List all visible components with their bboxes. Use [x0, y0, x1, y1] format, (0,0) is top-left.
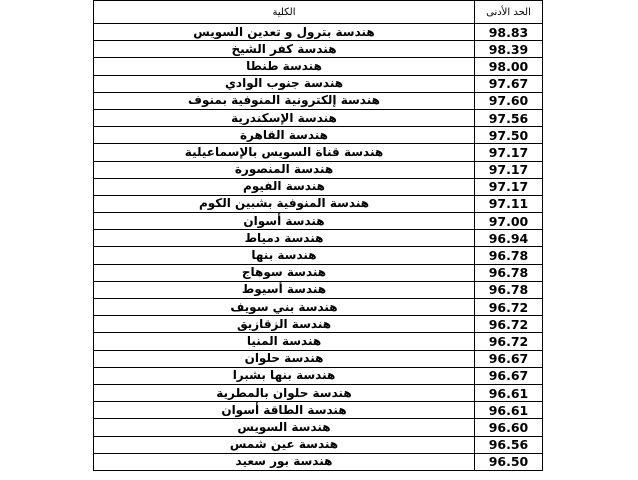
minimum-score-cell: 97.11 — [475, 195, 543, 212]
faculty-name-cell: هندسة بني سويف — [94, 299, 475, 316]
table-row — [94, 350, 543, 367]
faculty-name-cell: هندسة بترول و تعدين السويس — [94, 24, 475, 41]
minimum-score-cell: 96.61 — [475, 402, 543, 419]
minimum-score-cell: 97.17 — [475, 178, 543, 195]
faculty-name-cell: هندسة الطاقة أسوان — [94, 402, 475, 419]
table-row — [94, 195, 543, 212]
minimum-score-cell: 97.67 — [475, 75, 543, 92]
minimum-score-cell: 96.60 — [475, 419, 543, 436]
table-row — [94, 453, 543, 470]
faculty-name-cell: هندسة الإسكندرية — [94, 109, 475, 126]
header-faculty: الكلية — [94, 1, 475, 24]
minimum-score-cell: 97.60 — [475, 92, 543, 109]
table-row — [94, 333, 543, 350]
faculty-name-cell: هندسة قناة السويس بالإسماعيلية — [94, 144, 475, 161]
table-row — [94, 299, 543, 316]
faculty-name-cell: هندسة الفيوم — [94, 178, 475, 195]
minimum-score-cell: 96.61 — [475, 384, 543, 401]
faculty-name-cell: هندسة السويس — [94, 419, 475, 436]
table-row — [94, 264, 543, 281]
minimum-score-cell: 98.83 — [475, 24, 543, 41]
faculty-name-cell: هندسة كفر الشيخ — [94, 41, 475, 58]
minimum-score-cell: 96.78 — [475, 247, 543, 264]
table-row — [94, 92, 543, 109]
faculty-name-cell: هندسة المنوفية بشبين الكوم — [94, 195, 475, 212]
minimum-score-cell: 96.72 — [475, 316, 543, 333]
minimum-score-cell: 97.56 — [475, 109, 543, 126]
table-body — [94, 24, 543, 471]
table-row — [94, 127, 543, 144]
table-row — [94, 281, 543, 298]
minimum-score-cell: 96.67 — [475, 367, 543, 384]
minimum-score-cell: 96.78 — [475, 281, 543, 298]
faculty-name-cell: هندسة أسوان — [94, 213, 475, 230]
table-row — [94, 230, 543, 247]
faculty-name-cell: هندسة المنصورة — [94, 161, 475, 178]
table-row — [94, 402, 543, 419]
minimum-score-cell: 98.00 — [475, 58, 543, 75]
minimum-score-cell: 96.56 — [475, 436, 543, 453]
table-row — [94, 367, 543, 384]
faculty-name-cell: هندسة القاهرة — [94, 127, 475, 144]
minimum-score-cell: 96.72 — [475, 333, 543, 350]
minimum-score-cell: 97.50 — [475, 127, 543, 144]
faculty-name-cell: هندسة سوهاج — [94, 264, 475, 281]
faculty-name-cell: هندسة بنها بشبرا — [94, 367, 475, 384]
minimum-score-cell: 96.50 — [475, 453, 543, 470]
faculty-name-cell: هندسة إلكترونية المنوفية بمنوف — [94, 92, 475, 109]
minimum-score-cell: 97.17 — [475, 161, 543, 178]
minimum-score-cell: 97.00 — [475, 213, 543, 230]
faculty-name-cell: هندسة أسيوط — [94, 281, 475, 298]
faculty-name-cell: هندسة طنطا — [94, 58, 475, 75]
table-row — [94, 213, 543, 230]
table-row — [94, 75, 543, 92]
minimum-score-cell: 96.78 — [475, 264, 543, 281]
table-header-row — [94, 1, 543, 24]
header-minimum-score: الحد الأدنى — [475, 1, 543, 24]
minimum-score-cell: 96.94 — [475, 230, 543, 247]
minimum-score-cell: 96.72 — [475, 299, 543, 316]
minimum-score-cell: 96.67 — [475, 350, 543, 367]
minimum-score-cell: 98.39 — [475, 41, 543, 58]
table-row — [94, 24, 543, 41]
faculty-name-cell: هندسة المنيا — [94, 333, 475, 350]
table-row — [94, 316, 543, 333]
table-row — [94, 161, 543, 178]
faculty-name-cell: هندسة عين شمس — [94, 436, 475, 453]
faculty-name-cell: هندسة الزقازيق — [94, 316, 475, 333]
admission-scores-table — [93, 0, 543, 471]
minimum-score-cell: 97.17 — [475, 144, 543, 161]
faculty-name-cell: هندسة بور سعيد — [94, 453, 475, 470]
table-row — [94, 109, 543, 126]
faculty-name-cell: هندسة جنوب الوادي — [94, 75, 475, 92]
table-row — [94, 58, 543, 75]
faculty-name-cell: هندسة بنها — [94, 247, 475, 264]
faculty-name-cell: هندسة حلوان — [94, 350, 475, 367]
table-row — [94, 144, 543, 161]
table-row — [94, 41, 543, 58]
table-row — [94, 436, 543, 453]
table-row — [94, 419, 543, 436]
faculty-name-cell: هندسة دمياط — [94, 230, 475, 247]
faculty-name-cell: هندسة حلوان بالمطرية — [94, 384, 475, 401]
table-row — [94, 384, 543, 401]
table-row — [94, 247, 543, 264]
table-row — [94, 178, 543, 195]
